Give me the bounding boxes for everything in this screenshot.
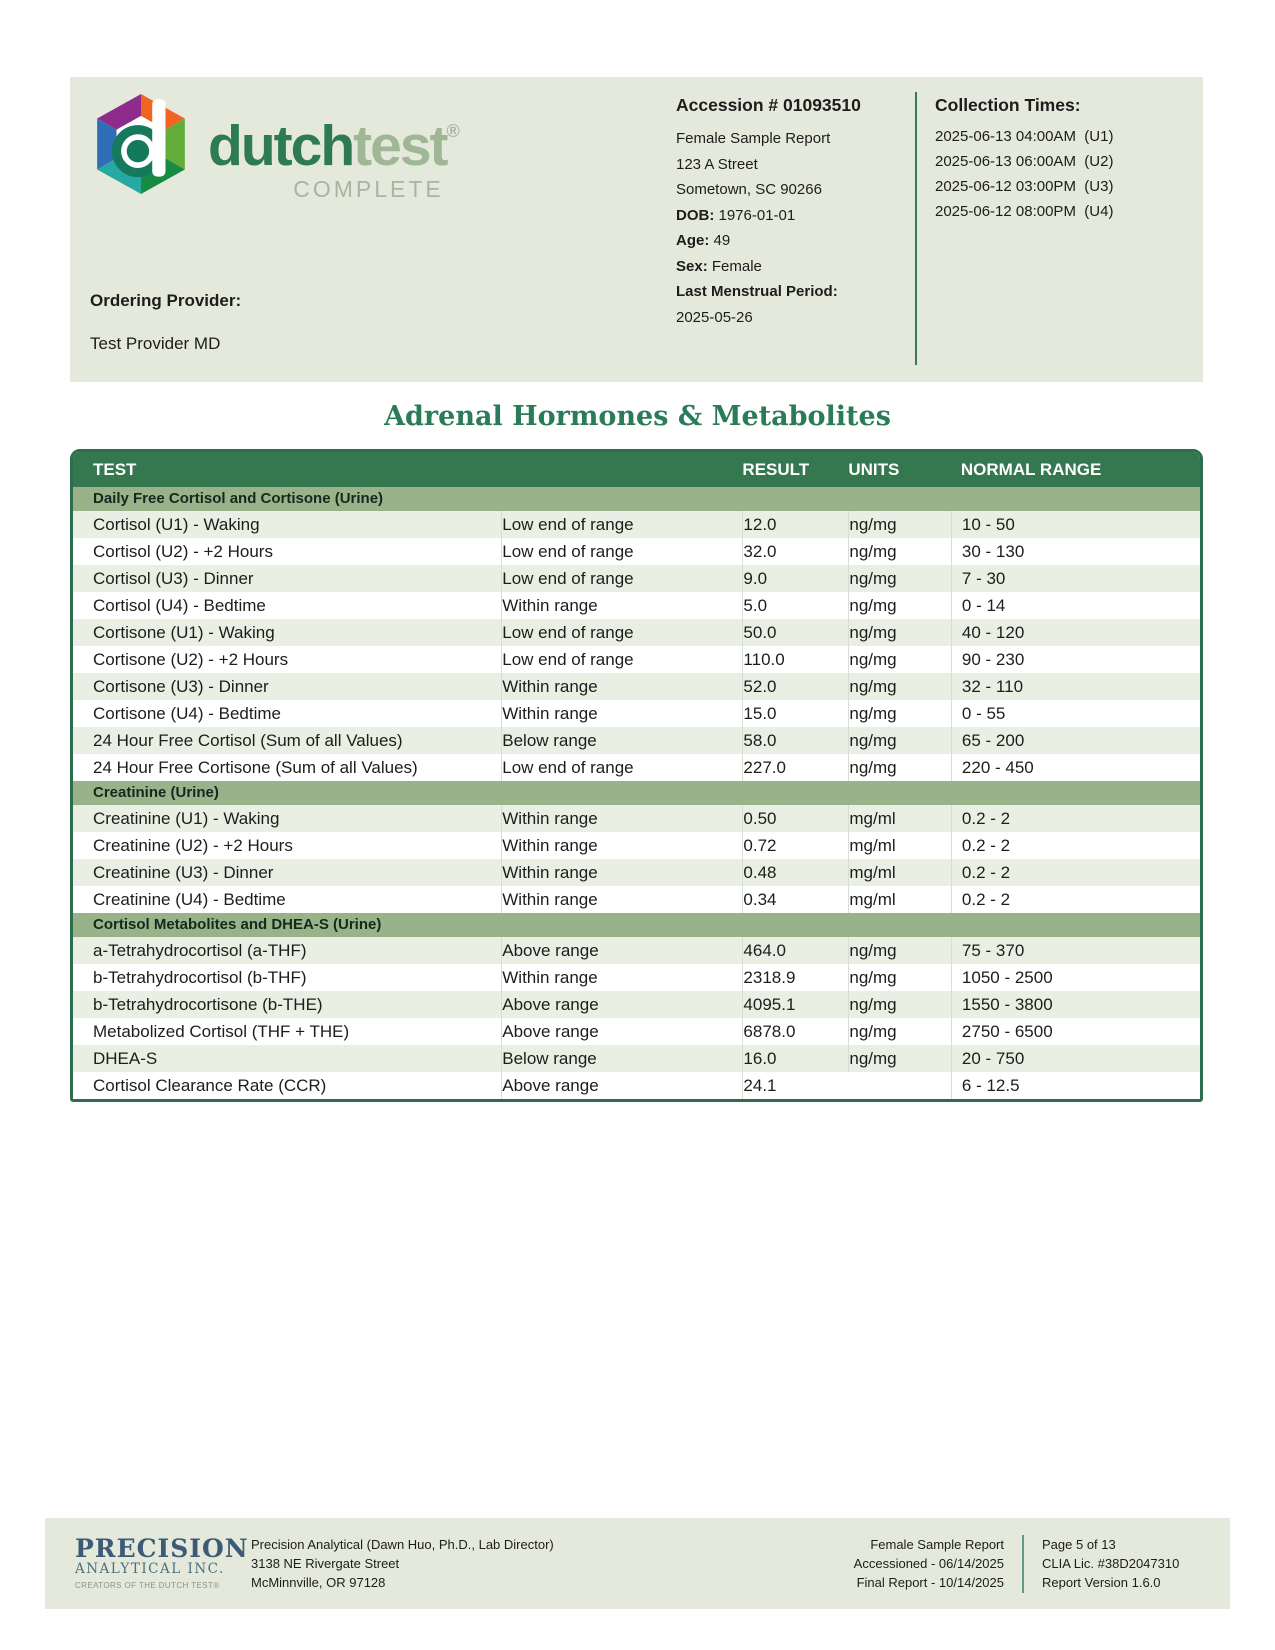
test-cell: Cortisol (U3) - Dinner bbox=[93, 569, 254, 588]
report-header bbox=[70, 77, 1203, 382]
units-cell: ng/mg bbox=[848, 1018, 951, 1045]
result-cell: 4095.1 bbox=[742, 991, 848, 1018]
range-cell: 0 - 55 bbox=[951, 700, 1200, 727]
units-column-header: UNITS bbox=[848, 460, 900, 479]
range-cell: 7 - 30 bbox=[951, 565, 1200, 592]
result-cell: 32.0 bbox=[742, 538, 848, 565]
result-cell: 24.1 bbox=[742, 1072, 848, 1099]
table-row bbox=[73, 619, 1200, 646]
test-cell: 24 Hour Free Cortisone (Sum of all Values) bbox=[93, 758, 418, 777]
units-cell: mg/ml bbox=[848, 832, 951, 859]
collection-time: 2025-06-13 06:00AM (U2) bbox=[935, 153, 1114, 170]
status-cell: Above range bbox=[501, 937, 742, 964]
table-row bbox=[73, 1018, 1200, 1045]
test-cell: Cortisone (U2) - +2 Hours bbox=[93, 650, 289, 669]
result-cell: 16.0 bbox=[742, 1045, 848, 1072]
result-cell: 58.0 bbox=[742, 727, 848, 754]
status-cell: Within range bbox=[501, 964, 742, 991]
patient-age: Age: 49 bbox=[676, 232, 731, 249]
status-cell: Above range bbox=[501, 1018, 742, 1045]
result-cell: 0.50 bbox=[742, 805, 848, 832]
final-report-date: Final Report - 10/14/2025 bbox=[856, 1575, 1004, 1590]
table-row bbox=[73, 511, 1200, 538]
range-cell: 10 - 50 bbox=[951, 511, 1200, 538]
range-cell: 0.2 - 2 bbox=[951, 859, 1200, 886]
range-cell: 32 - 110 bbox=[951, 673, 1200, 700]
section-header-row: Cortisol Metabolites and DHEA-S (Urine) bbox=[73, 913, 1200, 937]
table-row bbox=[73, 565, 1200, 592]
report-meta bbox=[854, 1535, 1004, 1592]
collection-time: 2025-06-12 03:00PM (U3) bbox=[935, 178, 1114, 195]
status-cell: Within range bbox=[501, 886, 742, 913]
patient-dob: DOB: 1976-01-01 bbox=[676, 206, 796, 224]
status-cell: Low end of range bbox=[501, 619, 742, 646]
test-cell: Cortisol (U2) - +2 Hours bbox=[93, 542, 273, 561]
accession-number: Accession # 01093510 bbox=[676, 95, 861, 115]
units-cell: mg/ml bbox=[848, 886, 951, 913]
test-cell: Creatinine (U4) - Bedtime bbox=[93, 890, 286, 909]
test-cell: a-Tetrahydrocortisol (a-THF) bbox=[93, 941, 307, 960]
table-row bbox=[73, 805, 1200, 832]
dutch-test-logo bbox=[90, 91, 460, 202]
collection-time: 2025-06-12 08:00PM (U4) bbox=[935, 203, 1114, 220]
lab-street-line: 3138 NE Rivergate Street bbox=[251, 1556, 400, 1571]
table-row bbox=[73, 886, 1200, 913]
lab-address bbox=[251, 1535, 554, 1592]
report-type: Female Sample Report bbox=[870, 1537, 1004, 1552]
analytical-logo-text: ANALYTICAL INC. bbox=[75, 1561, 225, 1577]
range-cell: 1050 - 2500 bbox=[951, 964, 1200, 991]
patient-line: Sometown, SC 90266 bbox=[676, 181, 822, 198]
report-footer bbox=[45, 1518, 1230, 1609]
results-table-body bbox=[73, 487, 1200, 1099]
result-cell: 464.0 bbox=[742, 937, 848, 964]
units-cell: ng/mg bbox=[848, 754, 951, 781]
test-cell: b-Tetrahydrocortisol (b-THF) bbox=[93, 968, 307, 987]
test-cell: 24 Hour Free Cortisol (Sum of all Values) bbox=[93, 731, 403, 750]
result-cell: 15.0 bbox=[742, 700, 848, 727]
brand-subtitle: COMPLETE bbox=[293, 176, 444, 202]
table-row bbox=[73, 754, 1200, 781]
section-header-row: Daily Free Cortisol and Cortisone (Urine) bbox=[73, 487, 1200, 511]
test-cell: Cortisone (U3) - Dinner bbox=[93, 677, 269, 696]
range-cell: 6 - 12.5 bbox=[951, 1072, 1200, 1099]
footer-divider bbox=[1022, 1535, 1024, 1593]
table-row bbox=[73, 592, 1200, 619]
range-cell: 0.2 - 2 bbox=[951, 832, 1200, 859]
patient-sex: Sex: Female bbox=[676, 257, 762, 275]
range-cell: 90 - 230 bbox=[951, 646, 1200, 673]
units-cell: ng/mg bbox=[848, 511, 951, 538]
range-cell: 2750 - 6500 bbox=[951, 1018, 1200, 1045]
range-cell: 30 - 130 bbox=[951, 538, 1200, 565]
range-cell: 0 - 14 bbox=[951, 592, 1200, 619]
page-title: Adrenal Hormones & Metabolites bbox=[384, 401, 891, 432]
status-cell: Above range bbox=[501, 1072, 742, 1099]
test-cell: Metabolized Cortisol (THF + THE) bbox=[93, 1022, 350, 1041]
brand-dutch: dutch bbox=[208, 114, 354, 178]
result-cell: 110.0 bbox=[742, 646, 848, 673]
status-cell: Below range bbox=[501, 1045, 742, 1072]
result-cell: 50.0 bbox=[742, 619, 848, 646]
test-cell: DHEA-S bbox=[93, 1049, 158, 1068]
test-cell: Cortisol (U4) - Bedtime bbox=[93, 596, 266, 615]
wordmark bbox=[208, 101, 460, 202]
range-cell: 20 - 750 bbox=[951, 1045, 1200, 1072]
ordering-provider-name: Test Provider MD bbox=[90, 334, 221, 353]
patient-line: Female Sample Report bbox=[676, 130, 831, 147]
status-cell: Within range bbox=[501, 832, 742, 859]
units-cell: ng/mg bbox=[848, 1045, 951, 1072]
units-cell: ng/mg bbox=[848, 937, 951, 964]
units-cell: mg/ml bbox=[848, 859, 951, 886]
table-row bbox=[73, 937, 1200, 964]
status-cell: Low end of range bbox=[501, 511, 742, 538]
range-cell: 65 - 200 bbox=[951, 727, 1200, 754]
result-cell: 5.0 bbox=[742, 592, 848, 619]
precision-logo-text: PRECISION bbox=[75, 1534, 249, 1563]
result-cell: 227.0 bbox=[742, 754, 848, 781]
clia-license: CLIA Lic. #38D2047310 bbox=[1042, 1556, 1180, 1571]
report-version: Report Version 1.6.0 bbox=[1042, 1575, 1161, 1590]
units-cell: ng/mg bbox=[848, 673, 951, 700]
table-row bbox=[73, 673, 1200, 700]
range-cell: 220 - 450 bbox=[951, 754, 1200, 781]
test-cell: Creatinine (U2) - +2 Hours bbox=[93, 836, 293, 855]
brand-name bbox=[208, 101, 460, 176]
page-meta bbox=[1042, 1535, 1230, 1592]
status-cell: Within range bbox=[501, 805, 742, 832]
result-cell: 9.0 bbox=[742, 565, 848, 592]
accessioned-date: Accessioned - 06/14/2025 bbox=[853, 1556, 1004, 1571]
test-cell: b-Tetrahydrocortisone (b-THE) bbox=[93, 995, 323, 1014]
logo-tagline: CREATORS OF THE DUTCH TEST® bbox=[75, 1581, 220, 1590]
test-cell: Creatinine (U1) - Waking bbox=[93, 809, 280, 828]
test-cell: Cortisol Clearance Rate (CCR) bbox=[93, 1076, 327, 1095]
status-cell: Low end of range bbox=[501, 565, 742, 592]
status-cell: Low end of range bbox=[501, 754, 742, 781]
table-row bbox=[73, 538, 1200, 565]
results-table bbox=[70, 449, 1203, 1102]
test-cell: Creatinine (U3) - Dinner bbox=[93, 863, 274, 882]
precision-analytical-logo bbox=[75, 1534, 249, 1590]
result-cell: 52.0 bbox=[742, 673, 848, 700]
header-divider bbox=[915, 92, 917, 365]
result-cell: 12.0 bbox=[742, 511, 848, 538]
table-row bbox=[73, 964, 1200, 991]
accession-info bbox=[676, 95, 911, 330]
status-cell: Low end of range bbox=[501, 538, 742, 565]
patient-line: 123 A Street bbox=[676, 155, 758, 173]
result-cell: 0.34 bbox=[742, 886, 848, 913]
table-header-row bbox=[73, 452, 1200, 487]
units-cell: ng/mg bbox=[848, 964, 951, 991]
units-cell: ng/mg bbox=[848, 565, 951, 592]
status-cell: Above range bbox=[501, 991, 742, 1018]
status-cell: Within range bbox=[501, 673, 742, 700]
collection-times-title: Collection Times: bbox=[935, 95, 1081, 115]
result-cell: 6878.0 bbox=[742, 1018, 848, 1045]
status-cell: Within range bbox=[501, 859, 742, 886]
table-row bbox=[73, 832, 1200, 859]
dutch-hexagon-icon bbox=[90, 91, 192, 197]
result-cell: 0.72 bbox=[742, 832, 848, 859]
units-cell: ng/mg bbox=[848, 700, 951, 727]
status-cell: Within range bbox=[501, 592, 742, 619]
page-number: Page 5 of 13 bbox=[1042, 1537, 1116, 1552]
brand-test: test bbox=[353, 114, 447, 178]
range-cell: 1550 - 3800 bbox=[951, 991, 1200, 1018]
table-row bbox=[73, 700, 1200, 727]
status-cell: Low end of range bbox=[501, 646, 742, 673]
lab-director-line: Precision Analytical (Dawn Huo, Ph.D., Lab Director) bbox=[251, 1537, 554, 1552]
status-cell: Within range bbox=[501, 700, 742, 727]
table-row bbox=[73, 646, 1200, 673]
table-row bbox=[73, 727, 1200, 754]
lmp-label: Last Menstrual Period: bbox=[676, 283, 838, 300]
range-cell: 75 - 370 bbox=[951, 937, 1200, 964]
collection-times bbox=[935, 95, 1190, 224]
section-header-row: Creatinine (Urine) bbox=[73, 781, 1200, 805]
units-cell: ng/mg bbox=[848, 619, 951, 646]
range-column-header: NORMAL RANGE bbox=[960, 460, 1102, 479]
units-cell: ng/mg bbox=[848, 646, 951, 673]
result-cell: 2318.9 bbox=[742, 964, 848, 991]
table-row bbox=[73, 859, 1200, 886]
result-column-header: RESULT bbox=[742, 460, 810, 479]
registered-mark: ® bbox=[446, 121, 460, 141]
table-row bbox=[73, 1045, 1200, 1072]
units-cell: ng/mg bbox=[848, 592, 951, 619]
lab-city-line: McMinnville, OR 97128 bbox=[251, 1575, 386, 1590]
test-cell: Cortisol (U1) - Waking bbox=[93, 515, 260, 534]
table-row bbox=[73, 991, 1200, 1018]
status-cell: Below range bbox=[501, 727, 742, 754]
range-cell: 0.2 - 2 bbox=[951, 886, 1200, 913]
test-cell: Cortisone (U4) - Bedtime bbox=[93, 704, 282, 723]
lmp-date: 2025-05-26 bbox=[676, 308, 753, 326]
units-cell: mg/ml bbox=[848, 805, 951, 832]
units-cell: ng/mg bbox=[848, 538, 951, 565]
collection-time: 2025-06-13 04:00AM (U1) bbox=[935, 128, 1114, 145]
units-cell: ng/mg bbox=[848, 727, 951, 754]
test-column-header: TEST bbox=[93, 460, 137, 479]
ordering-provider-label: Ordering Provider: bbox=[90, 291, 242, 310]
units-cell: ng/mg bbox=[848, 991, 951, 1018]
result-cell: 0.48 bbox=[742, 859, 848, 886]
table-row bbox=[73, 1072, 1200, 1099]
test-cell: Cortisone (U1) - Waking bbox=[93, 623, 275, 642]
range-cell: 0.2 - 2 bbox=[951, 805, 1200, 832]
range-cell: 40 - 120 bbox=[951, 619, 1200, 646]
